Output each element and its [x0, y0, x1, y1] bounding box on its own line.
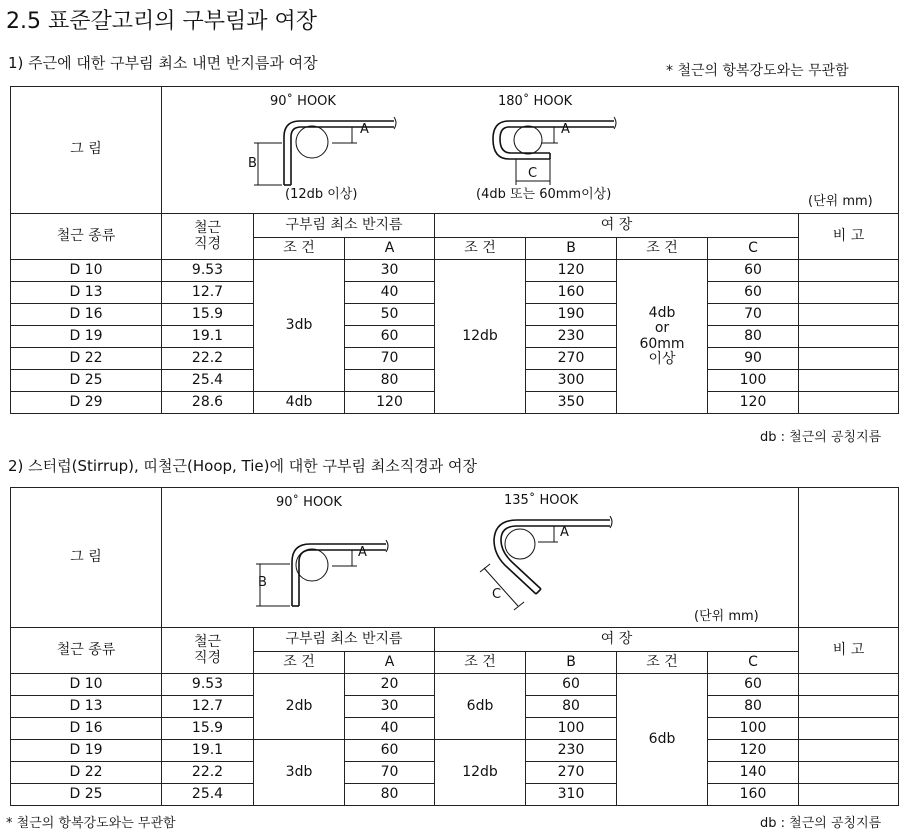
dim-a-label: A — [358, 545, 367, 560]
table-row: D 16 15.9 50 190 70 — [11, 304, 899, 326]
table-row: D 25 25.4 80 300 100 — [11, 370, 899, 392]
hook-90-caption: (12db 이상) — [285, 187, 358, 202]
section1-yield-note: * 철근의 항복강도와는 무관함 — [666, 63, 849, 79]
hook-90-title: 90˚ HOOK — [276, 495, 342, 510]
table-row: D 13 12.7 40 160 60 — [11, 282, 899, 304]
col-kind-header: 철근 종류 — [11, 628, 162, 674]
hook-180-title: 180˚ HOOK — [498, 94, 573, 109]
bend-cond-4db: 4db — [254, 392, 345, 414]
dim-c-label: C — [528, 166, 538, 181]
hook-figure-cell — [162, 87, 899, 214]
unit-label: (단위 mm) — [808, 194, 873, 209]
table-row: D 13 12.7 30 80 80 — [11, 696, 899, 718]
col-dia-header: 철근 직경 — [162, 214, 254, 260]
col-ext-header: 여 장 — [435, 214, 799, 238]
figure-label-cell — [11, 87, 162, 214]
col-bend-a: A — [345, 652, 435, 674]
table-row: D 22 22.2 70 270 90 — [11, 348, 899, 370]
hook-135-title: 135˚ HOOK — [504, 493, 579, 508]
stirrup-hook-table — [10, 487, 899, 806]
dim-b-label: B — [248, 156, 257, 171]
col-ext-cond-c: 조 건 — [617, 238, 708, 260]
hook-90-title: 90˚ HOOK — [270, 94, 336, 109]
col-bend-cond: 조 건 — [254, 238, 345, 260]
col-remark-header: 비 고 — [799, 628, 899, 674]
table-row: D 10 9.53 2db 20 6db 60 6db 60 — [11, 674, 899, 696]
table-row: D 19 19.1 60 230 80 — [11, 326, 899, 348]
col-ext-cond-b: 조 건 — [435, 652, 526, 674]
section2-heading: 2) 스터럽(Stirrup), 띠철근(Hoop, Tie)에 대한 구부림 최소직경과 여장 — [8, 457, 477, 475]
figure-label: 그 림 — [70, 548, 102, 565]
figure-label-cell — [11, 488, 162, 628]
dim-a-label: A — [360, 122, 369, 137]
dim-c-label: C — [492, 587, 502, 602]
section2-yield-note: * 철근의 항복강도와는 무관함 — [6, 816, 176, 831]
section1-heading: 1) 주근에 대한 구부림 최소 내면 반지름과 여장 — [8, 54, 318, 72]
col-ext-cond-b: 조 건 — [435, 238, 526, 260]
ext-cond-c: 4db or 60mm 이상 — [617, 260, 708, 414]
col-ext-c: C — [708, 238, 799, 260]
col-dia-header: 철근 직경 — [162, 628, 254, 674]
dim-a-label-2: A — [560, 525, 569, 540]
unit-label: (단위 mm) — [694, 609, 759, 624]
ext-cond-12db: 12db — [435, 740, 526, 806]
dim-a-label-2: A — [561, 122, 570, 137]
bend-cond-3db: 3db — [254, 260, 345, 392]
section2-footnote: db : 철근의 공칭지름 — [760, 816, 882, 831]
col-ext-b: B — [526, 652, 617, 674]
ext-cond-12db: 12db — [435, 260, 526, 414]
col-bend-a: A — [345, 238, 435, 260]
table-row: D 19 19.1 3db 60 12db 230 120 — [11, 740, 899, 762]
col-ext-b: B — [526, 238, 617, 260]
col-remark-header: 비 고 — [799, 214, 899, 260]
table-row: D 25 25.4 80 310 160 — [11, 784, 899, 806]
ext-cond-6db: 6db — [435, 674, 526, 740]
section1-footnote: db : 철근의 공칭지름 — [760, 430, 882, 445]
col-kind-header: 철근 종류 — [11, 214, 162, 260]
table-row: D 29 28.6 4db 120 350 120 — [11, 392, 899, 414]
page-title: 2.5 표준갈고리의 구부림과 여장 — [6, 9, 317, 34]
col-bend-cond: 조 건 — [254, 652, 345, 674]
col-bend-header: 구부림 최소 반지름 — [254, 628, 435, 652]
hook-180-caption: (4db 또는 60mm이상) — [476, 187, 612, 202]
bend-cond-2db: 2db — [254, 674, 345, 740]
main-bar-hook-table — [10, 86, 899, 414]
col-bend-header: 구부림 최소 반지름 — [254, 214, 435, 238]
ext-cond-c-6db: 6db — [617, 674, 708, 806]
dim-b-label: B — [258, 575, 267, 590]
col-ext-c: C — [708, 652, 799, 674]
col-ext-header: 여 장 — [435, 628, 799, 652]
table-row: D 22 22.2 70 270 140 — [11, 762, 899, 784]
table-row: D 16 15.9 40 100 100 — [11, 718, 899, 740]
hook-figure-cell — [162, 488, 799, 628]
bend-cond-3db: 3db — [254, 740, 345, 806]
table-row: D 10 9.53 3db 30 12db 120 4db or 60mm 이상 60 — [11, 260, 899, 282]
col-ext-cond-c: 조 건 — [617, 652, 708, 674]
figure-label: 그 림 — [70, 141, 102, 158]
hook-diagram-2 — [162, 488, 798, 627]
